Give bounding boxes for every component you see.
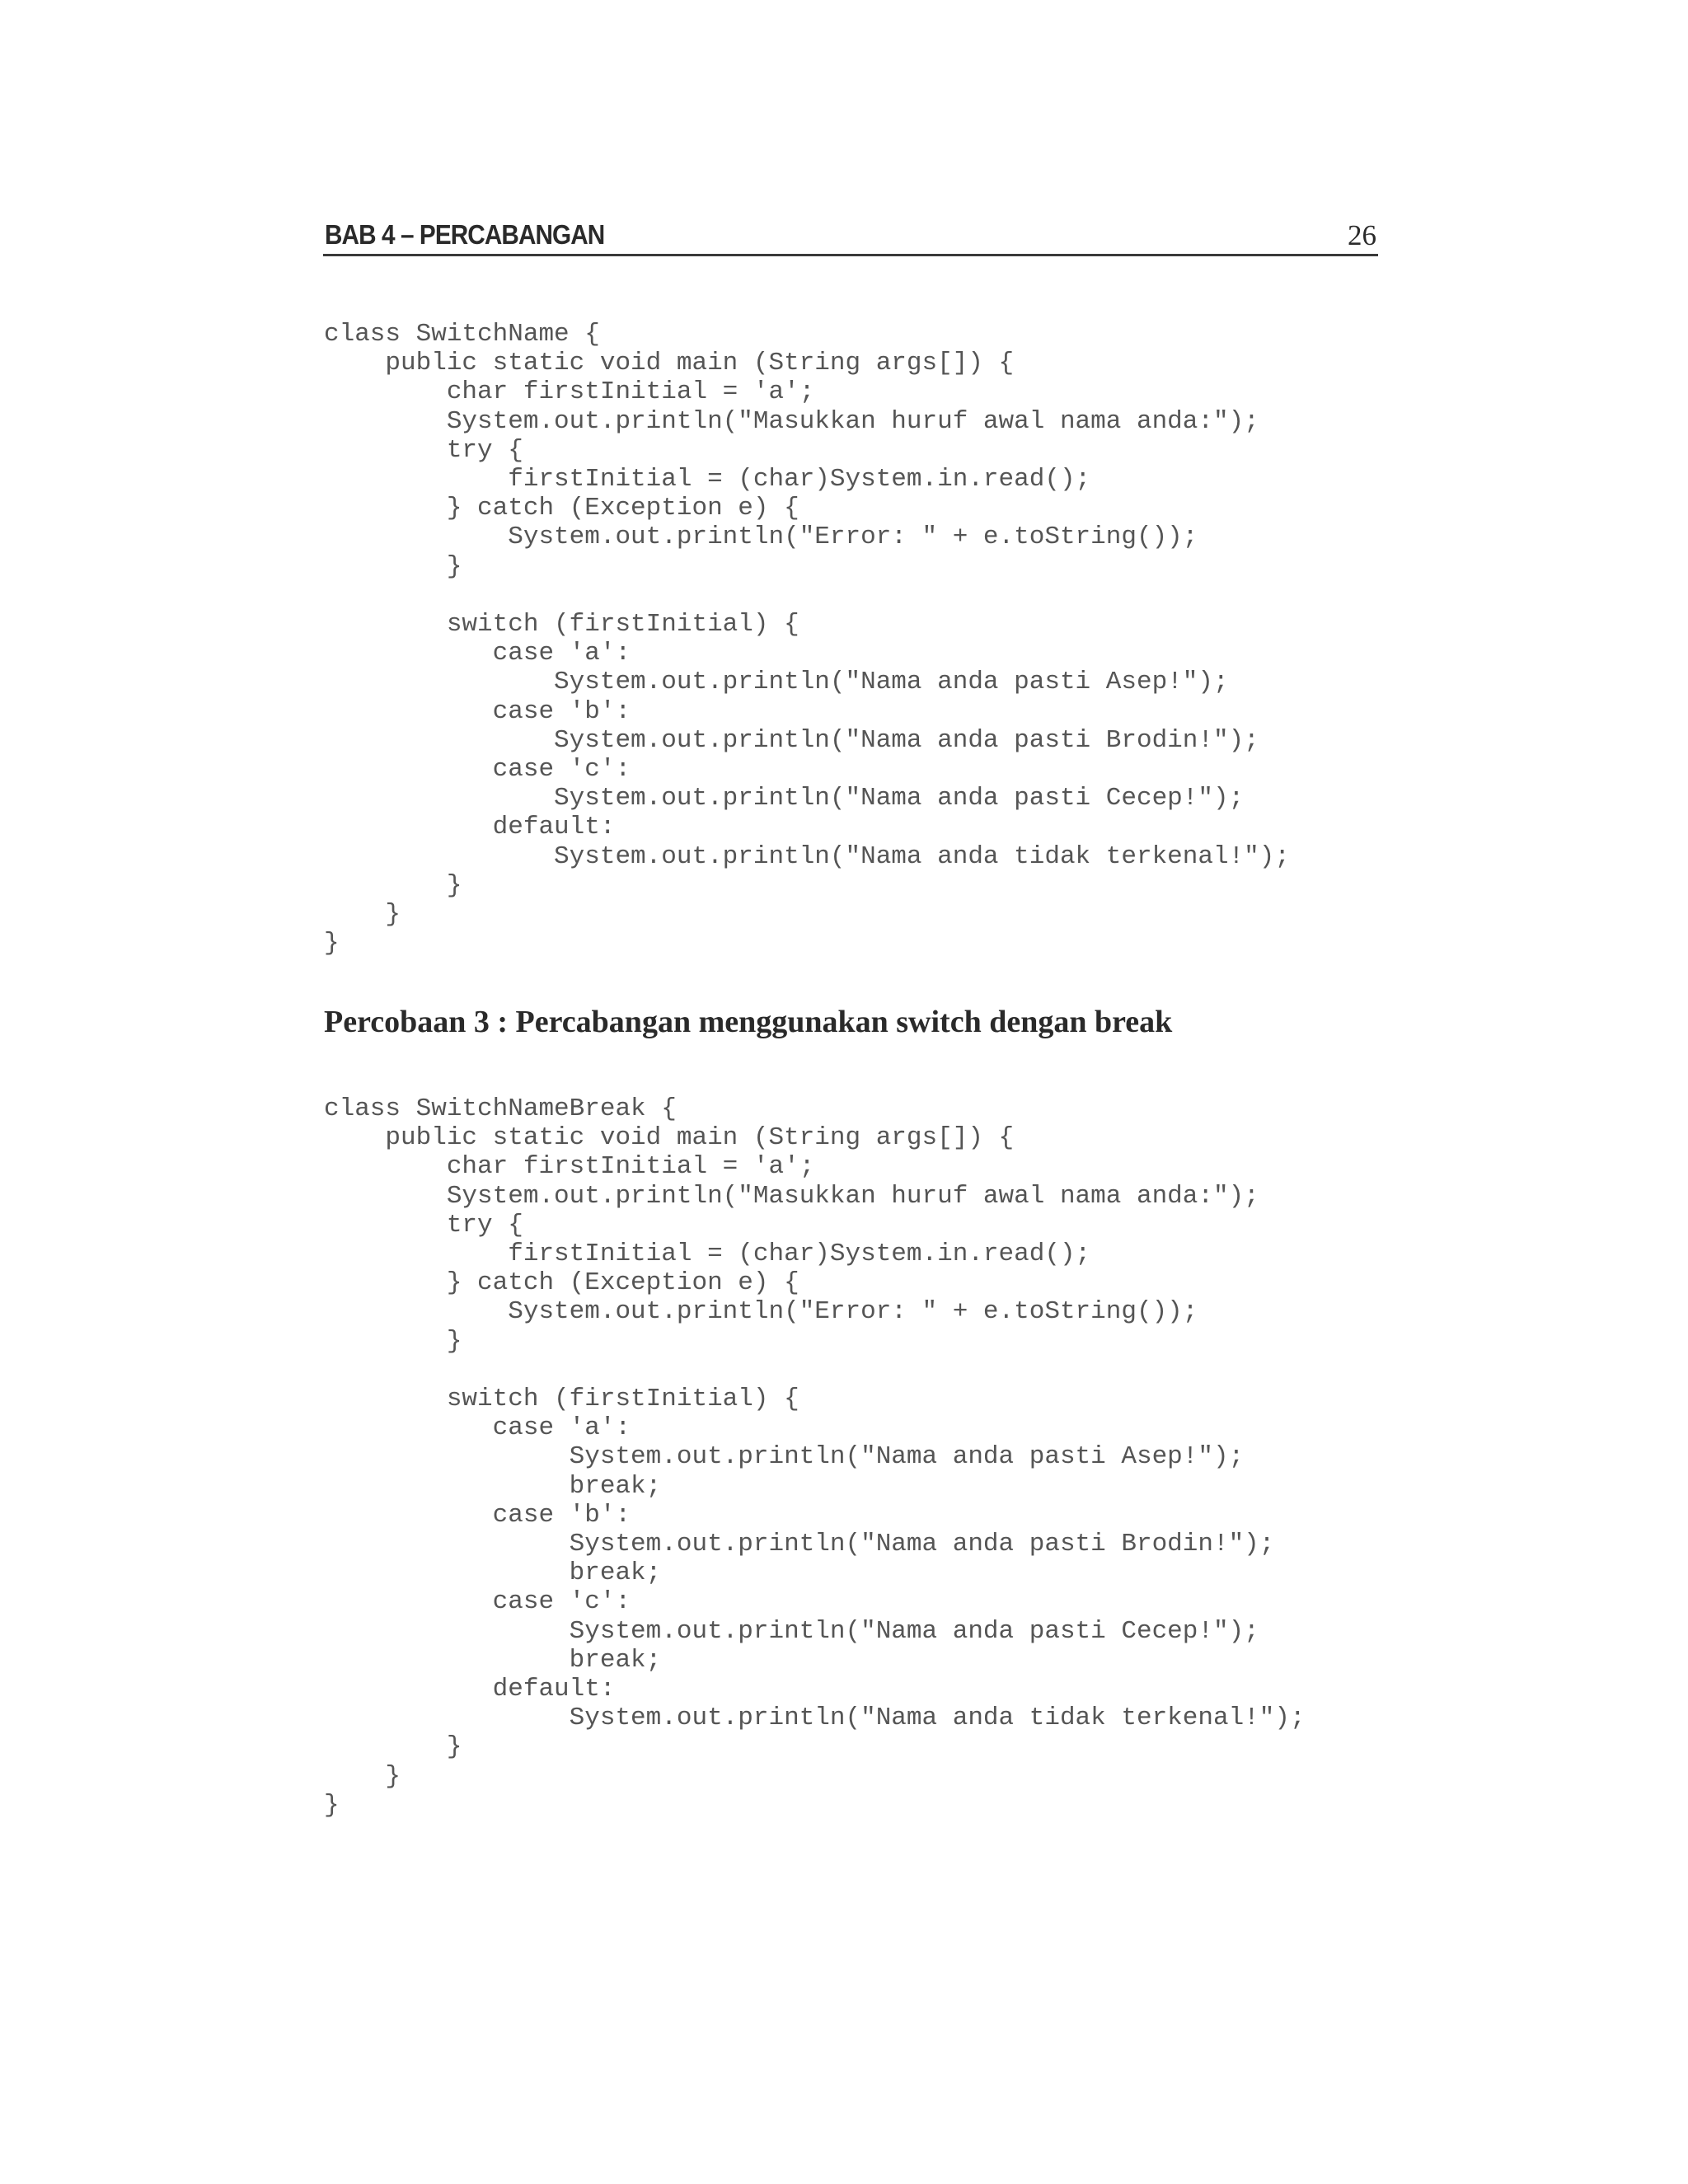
page-header — [323, 216, 1378, 256]
code-block-switch-name-break: class SwitchNameBreak { public static void main (String args[]) { char firstInitial = 'a'; System.out.println("Masukkan huruf awal nama anda:"); try { firstInitial = (char)System.in.read(); } catch (Exception e) { System.out.println("Error: " + e.toString()); } switch (firstInitial) { case 'a': System.out.println("Nama anda pasti Asep!"); break; case 'b': System.out.println("Nama anda pasti Brodin!"); break; case 'c': System.out.println("Nama anda pasti Cecep!"); break; default: System.out.println("Nama anda tidak terkenal!"); } } } — [324, 1094, 1306, 1820]
section-heading: Percobaan 3 : Percabangan menggunakan switch dengan break — [324, 1005, 1173, 1039]
chapter-title: BAB 4 – PERCABANGAN — [325, 219, 605, 250]
code-block-switch-name: class SwitchName { public static void main (String args[]) { char firstInitial = 'a'; System.out.println("Masukkan huruf awal nama anda:"); try { firstInitial = (char)System.in.read(); } catch (Exception e) { System.out.println("Error: " + e.toString()); } switch (firstInitial) { case 'a': System.out.println("Nama anda pasti Asep!"); case 'b': System.out.println("Nama anda pasti Brodin!"); case 'c': System.out.println("Nama anda pasti Cecep!"); default: System.out.println("Nama anda tidak terkenal!"); } } } — [324, 320, 1290, 958]
page-number: 26 — [1348, 219, 1376, 251]
